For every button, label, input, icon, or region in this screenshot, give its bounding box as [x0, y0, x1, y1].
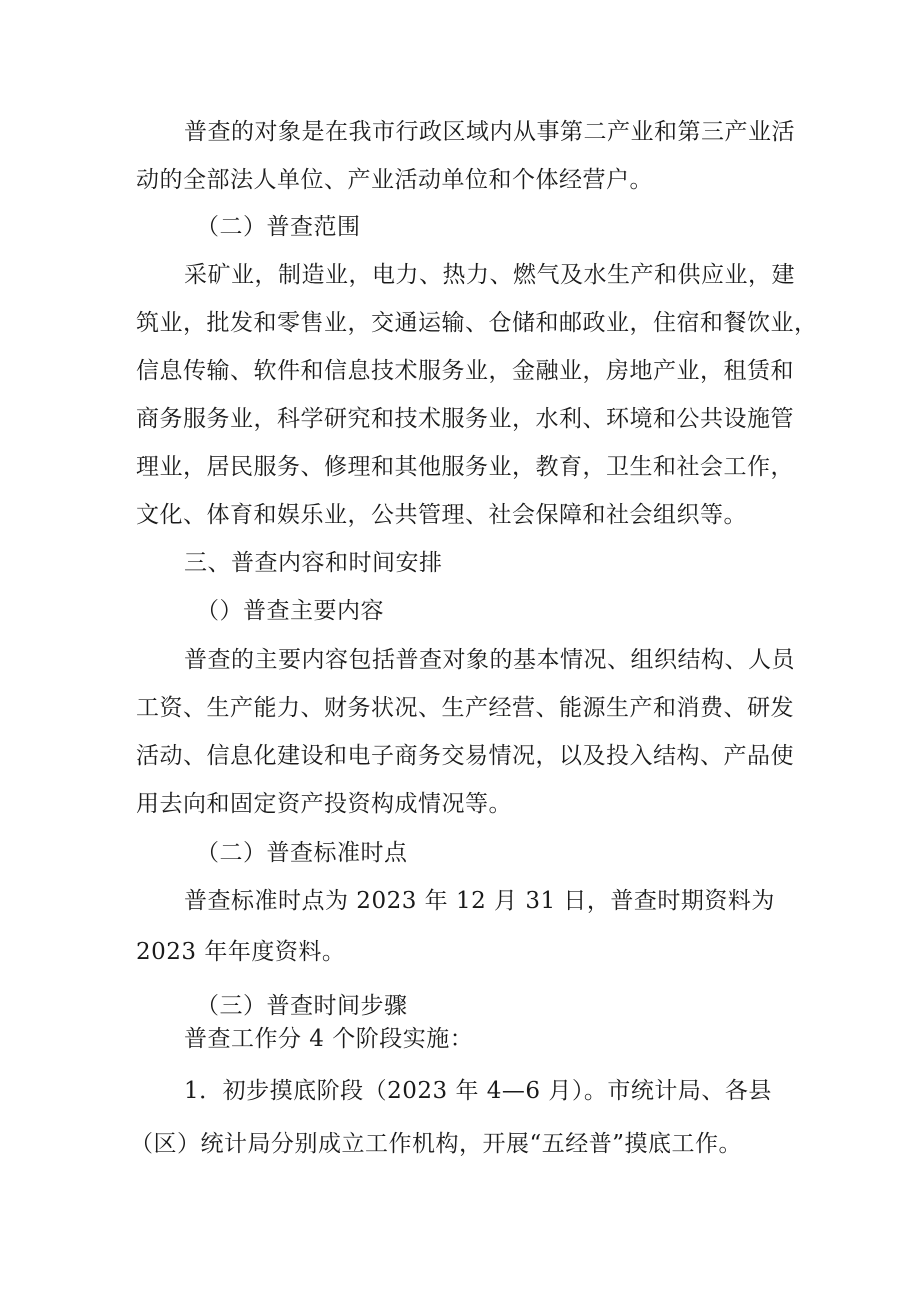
body-line-17: （区）统计局分别成立工作机构，开展“五经普”摸底工作。 — [130, 1131, 743, 1157]
body-line-4: 筑业，批发和零售业，交通运输、仓储和邮政业，住宿和餐饮业， — [136, 310, 818, 336]
body-line-14: 2023 年年度资料。 — [136, 939, 346, 965]
body-line-10: 工资、生产能力、财务状况、生产经营、能源生产和消费、研发 — [136, 695, 794, 721]
body-line-16: 1．初步摸底阶段（2023 年 4—6 月）。市统计局、各县 — [184, 1078, 772, 1104]
body-line-5: 信息传输、软件和信息技术服务业，金融业，房地产业，租赁和 — [136, 358, 794, 384]
body-line-2: 动的全部法人单位、产业活动单位和个体经营户。 — [136, 167, 653, 193]
section-heading-3: 三、普查内容和时间安排 — [184, 550, 443, 576]
body-line-6: 商务服务业，科学研究和技术服务业，水利、环境和公共设施管 — [136, 406, 794, 432]
body-line-7: 理业，居民服务、修理和其他服务业，教育，卫生和社会工作， — [136, 454, 794, 480]
body-line-13: 普查标准时点为 2023 年 12 月 31 日，普查时期资料为 — [184, 888, 775, 914]
body-line-8: 文化、体育和娱乐业，公共管理、社会保障和社会组织等。 — [136, 502, 747, 528]
subheading-content: （）普查主要内容 — [196, 598, 384, 624]
body-line-11: 活动、信息化建设和电子商务交易情况，以及投入结构、产品使 — [136, 743, 794, 769]
subheading-scope: （二）普查范围 — [196, 214, 361, 240]
subheading-time-steps: （三）普查时间步骤 — [196, 993, 408, 1019]
body-line-15: 普查工作分 4 个阶段实施： — [184, 1026, 474, 1052]
body-line-1: 普查的对象是在我市行政区域内从事第二产业和第三产业活 — [184, 119, 795, 145]
body-line-12: 用去向和固定资产投资构成情况等。 — [136, 791, 512, 817]
body-line-3: 采矿业，制造业，电力、热力、燃气及水生产和供应业，建 — [184, 262, 795, 288]
body-line-9: 普查的主要内容包括普查对象的基本情况、组织结构、人员 — [184, 647, 795, 673]
subheading-standard-time: （二）普查标准时点 — [196, 840, 408, 866]
